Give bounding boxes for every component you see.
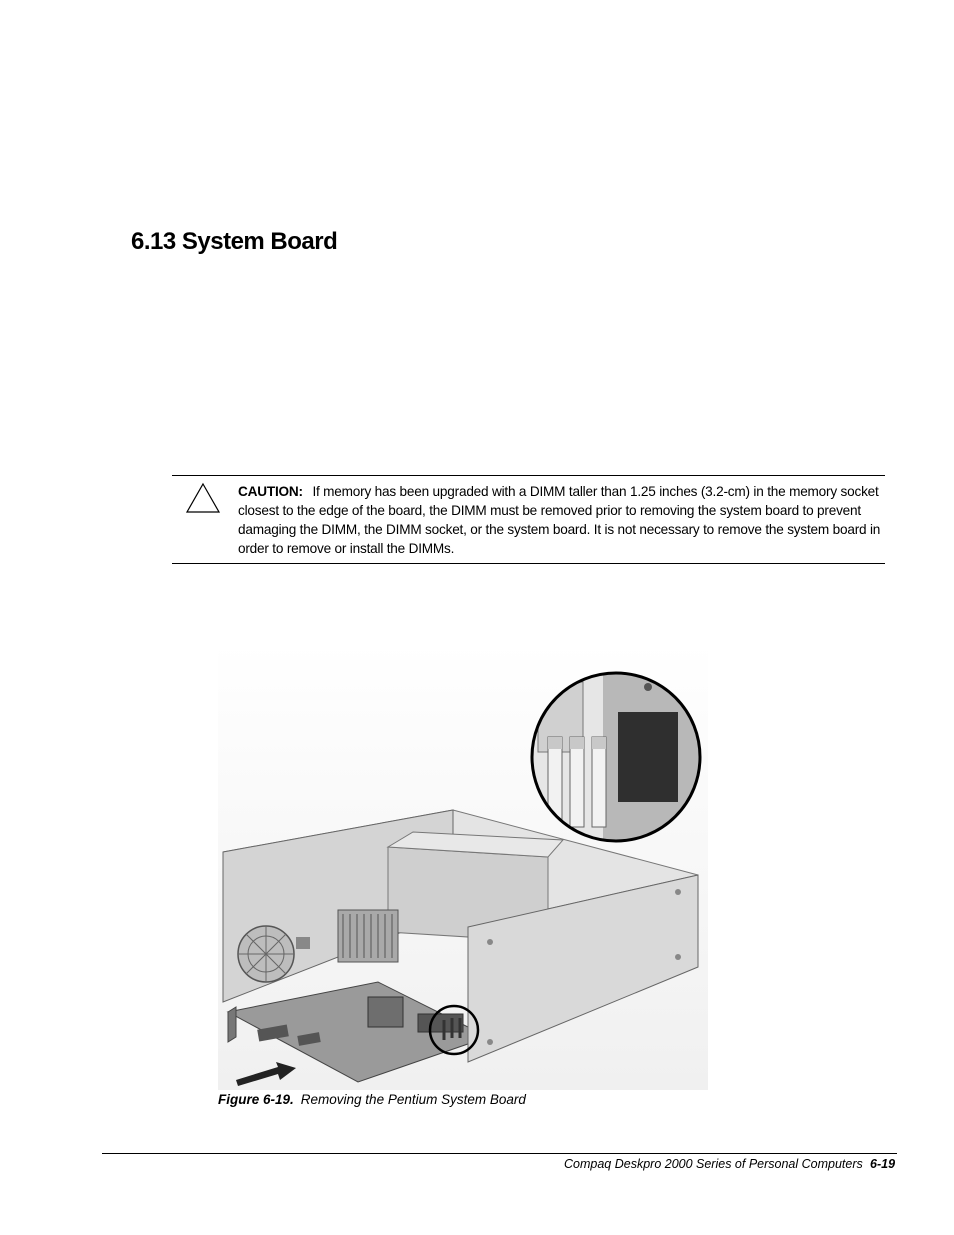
footer-title: Compaq Deskpro 2000 Series of Personal Computers xyxy=(564,1157,863,1171)
caution-notice xyxy=(172,475,885,564)
caution-label: CAUTION: xyxy=(238,484,303,499)
section-heading: 6.13 System Board xyxy=(131,228,338,255)
figure-number: Figure 6-19. xyxy=(218,1092,294,1107)
caution-body: If memory has been upgraded with a DIMM taller than 1.25 inches (3.2-cm) in the memory socket closest to the edge of the board, the DIMM must be removed prior to removing the system board to prevent damaging the DIMM, the DIMM socket, or the system board. It is not necessary to remove the system board in order to remove or install the DIMMs. xyxy=(238,484,881,556)
figure-caption xyxy=(218,1092,526,1107)
figure-caption-text: Removing the Pentium System Board xyxy=(300,1092,526,1107)
system-board-removal-illustration xyxy=(218,642,708,1090)
footer-divider xyxy=(102,1153,897,1154)
caution-text-block xyxy=(238,482,883,558)
warning-triangle-icon xyxy=(185,482,221,514)
footer-page-number: 6-19 xyxy=(870,1157,896,1171)
